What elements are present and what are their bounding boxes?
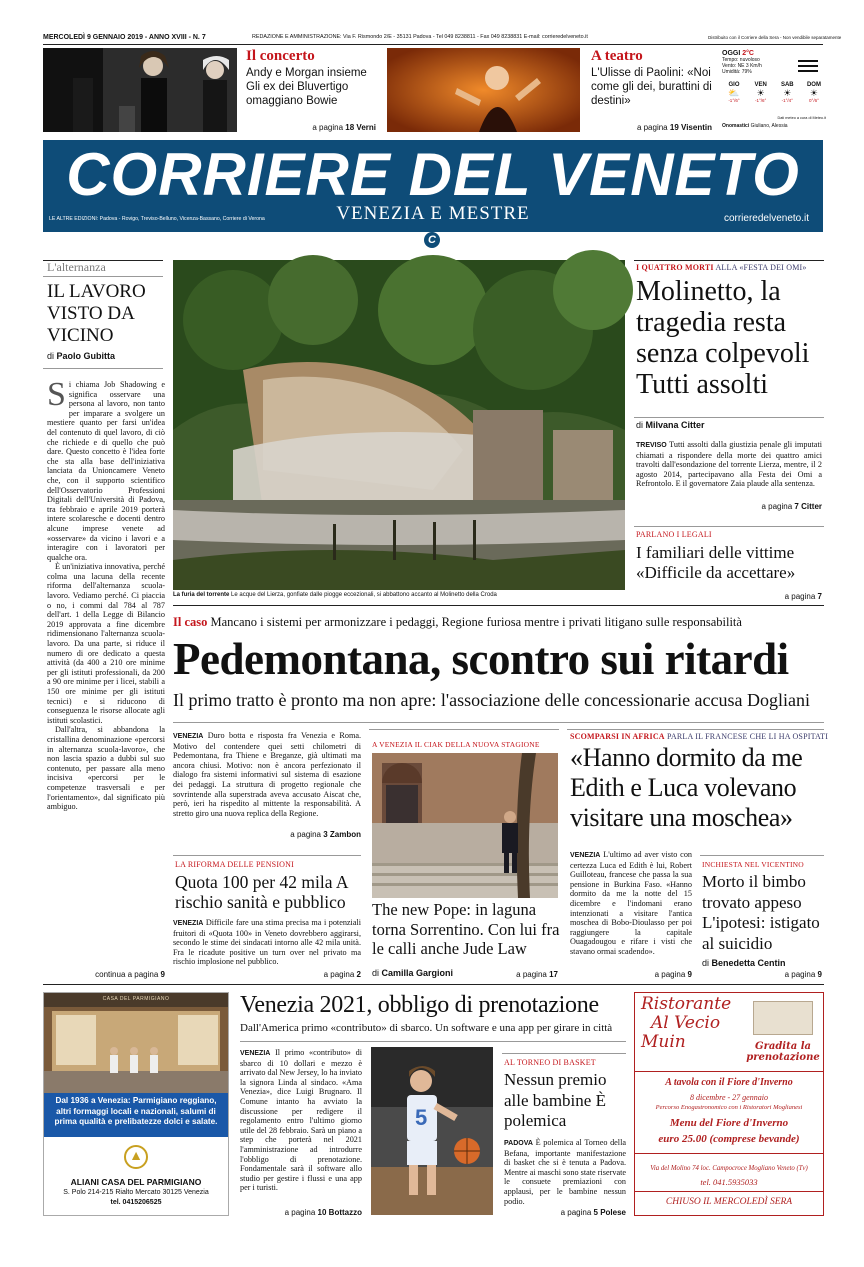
editorial-body: Si chiama Job Shadowing e significa osservare una persona al lavoro, non tanto per imparare a svolgere un mestiere quanto per farsi un'idea del contenuto di quel lavoro, di ciò che richiede e di quello che può dare. Questo concetto è l'idea forte che sta alla base dell'iniziativa lanciata da Unioncamere Veneto che, con il supporto scientifico dell'Osservatorio Professioni Digitali dell'Università di Padova, tra febbraio e aprile 2019 porterà intere scolaresche e docenti dentro alcune imprese venete ad «osservare» da vicino i lavori e a interagire con i lavoratori per qualche ora. È un'iniziativa innovativa, perché colma una lacuna della recente riforma dell'alternanza scuola-lavoro. Vediamo perché. Ci piaccia o no, i commi dal 784 al 787 dell'art. 1 della Legge di Bilancio 2019 approvata a fine dicembre ridimensionano l'alternanza scuola-lavoro. Da una parte, si riduce il numero di ore dedicato a questa attività (da 400 a 210 ore minime per gli istituti professionali, da 200 a 90 ore minime per i licei, stabili a 150 ore minime per gli istituti tecnici) e si riducono di conseguenza le risorse allocate agli istituti scolastici. Dall'altra, si abbandona la cristallina denominazione «percorsi in alternanza scuola-lavoro», che non lascia spazio a dubbi sul suo contenuto, per passare alla meno incisiva «percorsi per le competenze trasversali e per l'orientamento», dal significato più ambiguo. [47, 376, 165, 812]
mill-icon [753, 1001, 813, 1035]
waterfall-photo[interactable] [173, 260, 625, 590]
pensioni-kicker: LA RIFORMA DELLE PENSIONI [175, 860, 295, 869]
moschea-body: VENEZIA L'ultimo ad aver visto con certezza Luca ed Edith è lui, Robert Guilloteau, francese che passa la sua pensione in Burkina Faso. «Hanno dormito da me la notte del 15 dicembre e l'indomani erano intenzionati a visitare l'antica moschea di Bobo-Dioulasso per poi raggiungere la capitale Ouagadougou e rifare i visti che stavano ormai scadendo». [570, 850, 693, 956]
sun-cloud-icon: ⛅ [728, 88, 740, 98]
ad-line1: A tavola con il Fiore d'Inverno [665, 1077, 793, 1088]
musicians-image [43, 48, 237, 132]
bimbo-byline: di Benedetta Centin [702, 958, 786, 968]
moschea-ref[interactable]: a pagina 9 [654, 970, 692, 979]
pedemontana-headline[interactable]: Pedemontana, scontro sui ritardi [173, 634, 789, 684]
sorrentino-photo[interactable] [372, 753, 558, 898]
dropcap: S [47, 376, 66, 413]
basket-kicker: AL TORNEO DI BASKET [504, 1058, 596, 1067]
pensioni-headline[interactable]: Quota 100 per 42 mila A rischio sanità e pubblico [175, 872, 348, 912]
shop-sign: CASA DEL PARMIGIANO [102, 996, 170, 1002]
pedemontana-overline: Il caso Mancano i sistemi per armonizzare i pedaggi, Regione furiosa mentre i privati litigano sulle responsabilità [173, 615, 742, 629]
other-editions: LE ALTRE EDIZIONI: Padova - Rovigo, Treviso-Belluno, Vicenza-Bassano, Corriere di Verona [49, 216, 265, 222]
masthead-logo-badge: C [424, 232, 440, 248]
bimbo-headline[interactable]: Morto il bimbo trovato appeso L'ipotesi: istigato al suicidio [702, 872, 820, 953]
molinetto-body: TREVISO Tutti assolti dalla giustizia penale gli imputati chiamati a rispondere della morte dei quattro amici travolti dall'esondazione del torrente Lierza, mentre, il 2 agosto 2014, partecipavano alla Festa dei Omi a Refrontolo. E il governatore Zaia plaude alla sentenza. [636, 440, 822, 489]
molinetto-kicker: I QUATTRO MORTI ALLA «FESTA DEI OMI» [636, 263, 807, 272]
venice-street-image [372, 753, 558, 898]
reservation-note: Gradita la prenotazione [746, 1041, 820, 1063]
sorrentino-headline[interactable]: The new Pope: in laguna torna Sorrentino. Con lui fra le calli anche Jude Law [372, 900, 560, 958]
teaser-concerto-text: Andy e Morgan insieme Gli ex dei Bluvertigo omaggiano Bowie [246, 67, 367, 107]
basket-headline[interactable]: Nessun premio alle bambine È polemica [504, 1070, 607, 1130]
forecast-day: GIO ⛅ -1°/6° [722, 82, 746, 103]
svg-text:5: 5 [415, 1105, 428, 1130]
website[interactable]: corrieredelveneto.it [723, 213, 809, 224]
molinetto-ref[interactable]: a pagina 7 Citter [761, 502, 822, 511]
basket-ref[interactable]: a pagina 5 Polese [560, 1208, 626, 1217]
ad-ristorante[interactable] [634, 992, 824, 1216]
teaser-teatro-title[interactable]: A teatro [591, 48, 643, 64]
masthead[interactable] [43, 140, 823, 232]
ad-address: Via del Molino 74 loc. Campocroce Mogliano Veneto (Tv) [650, 1165, 808, 1172]
dateline: MERCOLEDÌ 9 GENNAIO 2019 - ANNO XVIII - N. 7 [43, 34, 206, 41]
teaser-teatro-text: L'Ulisse di Paolini: «Noi come gli dei, burattini di destini» [591, 67, 712, 107]
pensioni-ref[interactable]: a pagina 2 [323, 970, 361, 979]
moschea-kicker: SCOMPARSI IN AFRICA PARLA IL FRANCESE CHE LI HA OSPITATI [570, 732, 829, 741]
familiari-headline[interactable]: I familiari delle vittime «Difficile da accettare» [636, 543, 796, 582]
actor-image [387, 48, 580, 132]
familiari-kicker: PARLANO I LEGALI [636, 530, 712, 539]
restaurant-name: Ristorante Al Vecio Muin [641, 994, 732, 1052]
basket-body: PADOVA È polemica al Torneo della Befana, importante manifestazione di basket che si è tenuta a Padova. Mentre ai maschi sono state riservate le consuete premiazioni con applausi, per le bambine nessun podio. [504, 1138, 626, 1206]
concerto-photo[interactable] [43, 48, 237, 132]
pedemontana-subtitle: Il primo tratto è pronto ma non apre: l'associazione delle concessionarie accusa Dogliani [173, 690, 811, 710]
pedemontana-body: VENEZIA Duro botta e risposta fra Venezia e Roma. Motivo del contendere quei setti chilometri di Pedemontana, fra Thiene e Breganze, già ultimati ma ancora chiusi. Motivo: non è ancora perfezionato il dialogo fra sistemi informativi sul sistema di esazione dei pedaggi. La struttura di progetto regionale che sovrintende alla superstrada aveva accusato Aiscat che, però, ieri ha rispedito al mittente la responsabilità. A stretto giro una nuova replica della Regione. [173, 731, 362, 818]
editorial-section: L'alternanza [47, 260, 106, 274]
sun-icon: ☀ [756, 88, 765, 98]
teaser-concerto-ref[interactable]: a pagina 18 Verni [312, 123, 376, 132]
basket-photo[interactable] [371, 1047, 493, 1215]
molinetto-headline[interactable]: Molinetto, la tragedia resta senza colpevoli Tutti assolti [636, 276, 810, 400]
editorial-continue[interactable]: continua a pagina 9 [95, 970, 165, 979]
teaser-concerto-title[interactable]: Il concerto [246, 48, 315, 64]
ad-phone: tel. 0415206525 [110, 1199, 162, 1206]
teaser-teatro-ref[interactable]: a pagina 19 Visentin [636, 123, 712, 132]
ad-line4: Menu del Fiore d'Inverno [669, 1117, 789, 1129]
sun-icon: ☀ [783, 88, 792, 98]
ad-line5: euro 25.00 (comprese bevande) [658, 1133, 800, 1145]
venezia2021-ref[interactable]: a pagina 10 Bottazzo [284, 1208, 362, 1217]
editorial-title[interactable]: IL LAVORO VISTO DA VICINO [47, 281, 146, 346]
moschea-headline[interactable]: «Hanno dormito da me Edith e Luca volevano visitare una moschea» [570, 743, 803, 832]
ad-phone: tel. 041.5935033 [700, 1177, 758, 1187]
flood-image [173, 260, 625, 590]
ad-tagline: Dal 1936 a Venezia: Parmigiano reggiano, altri formaggi locali e nazionali, salumi di prima qualità e prelibatezze dolci e salate. [44, 1093, 228, 1137]
bimbo-kicker: INCHIESTA NEL VICENTINO [702, 860, 804, 869]
redazione-info: REDAZIONE E AMMINISTRAZIONE: Via F. Rismondo 2/E - 35131 Padova - Tel 049 8238811 - Fax 049 8238831 E-mail: corrieredelveneto.it [252, 34, 588, 40]
molinetto-byline: di Milvana Citter [636, 420, 705, 430]
menu-icon[interactable] [798, 60, 818, 72]
venezia2021-subtitle: Dall'America primo «contributo» di sbarco. Un software e una app per girare in città [240, 1022, 613, 1034]
venezia2021-body: VENEZIA Il primo «contributo» di sbarco di 10 dollari e mezzo è arrivato dal New Jersey, lo ha inviato la signora Linda al sindaco. «Ama Venezia», dice Luigi Brugnaro. Il Comune intanto ha avviato la discussione per redigere il regolamento entro l'ultimo giorno utile del 28 febbraio. Sarà un piano a step che porterà nel 2021 l'amministrazione ad introdurre l'obbligo di prenotazione. Fondamentale sarà il software allo studio per gestire i flussi e una app per i turisti. [240, 1048, 363, 1193]
teatro-photo[interactable] [387, 48, 580, 132]
familiari-ref[interactable]: a pagina 7 [784, 592, 822, 601]
ad-line2: 8 dicembre - 27 gennaio [690, 1093, 768, 1102]
forecast-day: VEN ☀ -1°/6° [749, 82, 773, 103]
weather-widget: OGGI 2°C Tempo: nuvoloso Vento: NE 3 Km/h Umidità: 79% GIO ⛅ -1°/6° VEN ☀ -1°/6° SAB ☀ -1°/4° DOM ☀ 0°/6° Dati meteo a cura di Meteo.it Onomastici Giuliano, Alessia [722, 50, 826, 129]
sorrentino-ref[interactable]: a pagina 17 [516, 970, 558, 979]
ad-brand: ALIANI CASA DEL PARMIGIANO [70, 1177, 202, 1187]
forecast-day: DOM ☀ 0°/6° [802, 82, 826, 103]
ad-address: S. Polo 214-215 Rialto Mercato 30125 Venezia [63, 1189, 209, 1196]
cheese-logo-icon: ▲ [124, 1145, 148, 1169]
forecast-day: SAB ☀ -1°/4° [775, 82, 799, 103]
bimbo-ref[interactable]: a pagina 9 [784, 970, 822, 979]
basketball-girl-image [371, 1047, 493, 1215]
pensioni-body: VENEZIA Difficile fare una stima precisa ma i potenziali fruitori di «Quota 100» in Veneto dovrebbero aggirarsi, secondo le stime dei sindacati intorno alle 42 mila unità. Fra le ricadute positive un turn over nel privato ma rischio implosione nel pubblico. [173, 918, 362, 967]
sorrentino-kicker: A VENEZIA IL CIAK DELLA NUOVA STAGIONE [372, 740, 540, 749]
pedemontana-ref[interactable]: a pagina 3 Zambon [290, 830, 361, 839]
ad-closed-day: CHIUSO IL MERCOLEDÌ SERA [665, 1197, 793, 1207]
shop-image [44, 993, 228, 1093]
distribution-note: Distribuito con il Corriere della Sera - Non vendibile separatamente [708, 35, 842, 40]
sun-icon: ☀ [809, 88, 818, 98]
photo-caption: La furia del torrente Le acque del Lierza, gonfiate dalle piogge eccezionali, si abbattono accanto al Molinetto della Croda [173, 592, 497, 598]
ad-line3: Percorso Enogastronomico con i Ristoratori Moglianesi [655, 1104, 803, 1111]
venezia2021-headline[interactable]: Venezia 2021, obbligo di prenotazione [240, 992, 599, 1018]
ad-parmigiano[interactable] [43, 992, 229, 1216]
newspaper-title: CORRIERE DEL VENETO [66, 141, 800, 208]
sorrentino-byline: di Camilla Gargioni [372, 968, 454, 978]
editorial-byline: di Paolo Gubitta [47, 351, 116, 361]
edition-subtitle: VENEZIA E MESTRE [336, 203, 530, 224]
